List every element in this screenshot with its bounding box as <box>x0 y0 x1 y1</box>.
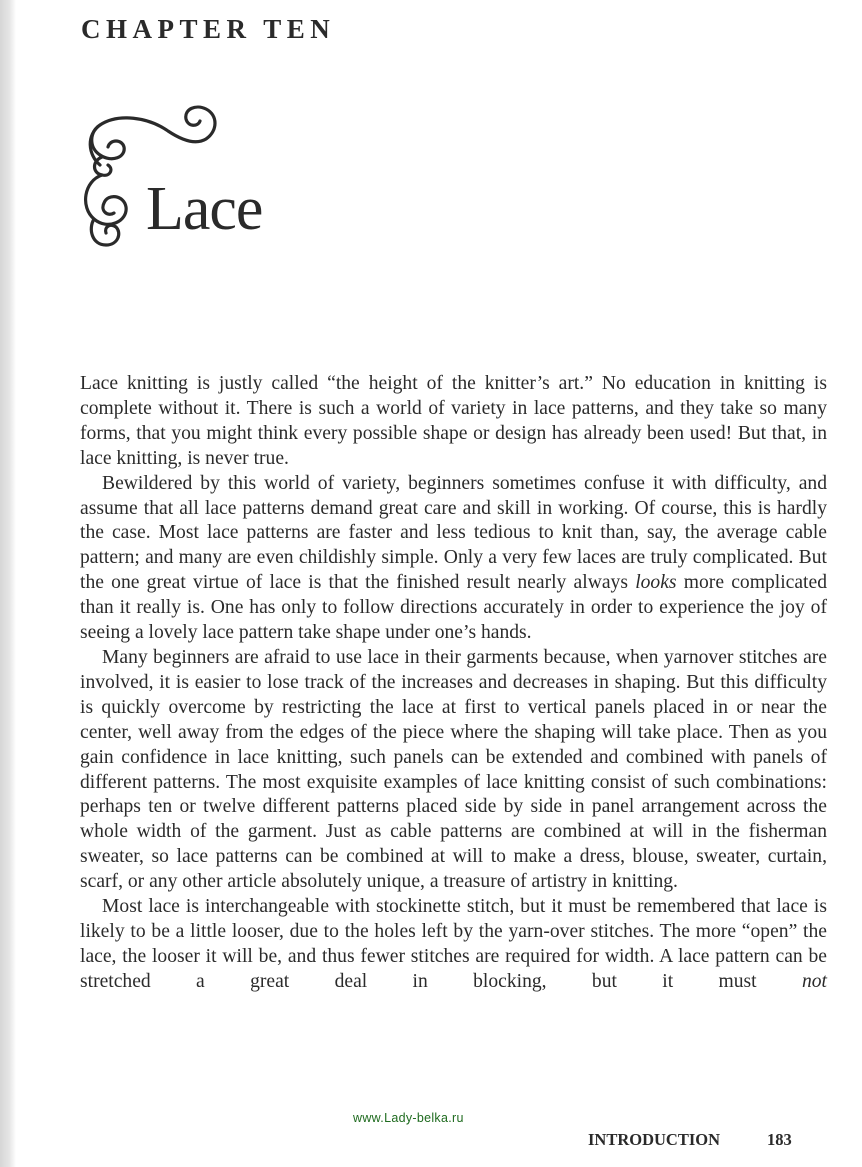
running-footer: INTRODUCTION <box>588 1130 721 1149</box>
chapter-title: Lace <box>146 175 263 243</box>
emphasis-text: looks <box>635 572 677 594</box>
emphasis-text: not <box>801 970 827 992</box>
page-gutter-shadow <box>0 0 16 1167</box>
page-number: 183 <box>767 1130 792 1149</box>
paragraph <box>80 895 827 995</box>
watermark-link[interactable]: www.Lady-belka.ru <box>353 1111 464 1125</box>
paragraph: Lace knitting is justly called “the height of the knitter’s art.” No education in knitting is complete without it. There is such a world of variety in lace patterns, and they take so many forms, that you might think every possible shape or design has already been used! But that, in lace knitting, is never true. <box>80 373 827 469</box>
paragraph-text: Most lace is interchangeable with stockinette stitch, but it must be remembered that lace is likely to be a little looser, due to the holes left by the yarn-over stitches. The more “open” the lace, the looser it will be, and thus fewer stitches are required for width. A lace pattern can be stretched a great deal in blocking, but it must <box>80 896 827 992</box>
paragraph-text: more complicated than it really is. One has only to follow directions accurately in order to experience the joy of seeing a lovely lace pattern take shape under one’s hands. <box>80 572 827 644</box>
paragraph: Many beginners are afraid to use lace in their garments because, when yarnover stitches are involved, it is easier to lose track of the increases and decreases in shaping. But this difficulty is quickly overcome by restricting the lace at first to vertical panels placed in or near the center, well away from the edges of the piece where the shaping will take place. Then as you gain confidence in lace knitting, such panels can be extended and combined with panels of different patterns. The most exquisite examples of lace knitting consist of such combinations: perhaps ten or twelve different patterns placed side by side in panel arrangement across the whole width of the garment. Just as cable patterns are combined at will in the fisherman sweater, so lace patterns can be combined at will to make a dress, blouse, sweater, curtain, scarf, or any other article absolutely unique, a treasure of artistry in knitting. <box>80 646 827 893</box>
paragraph <box>80 472 827 646</box>
chapter-label: CHAPTER TEN <box>81 14 336 44</box>
paragraph-text: Bewildered by this world of variety, beginners sometimes confuse it with difficulty, and assume that all lace patterns demand great care and skill in working. Of course, this is hardly the case. Most lace patterns are faster and less tedious to knit than, say, the average cable pattern; and many are even childishly simple. Only a very few laces are truly complicated. But the one great virtue of lace is that the finished result nearly always <box>80 472 827 594</box>
body-text <box>80 372 827 995</box>
